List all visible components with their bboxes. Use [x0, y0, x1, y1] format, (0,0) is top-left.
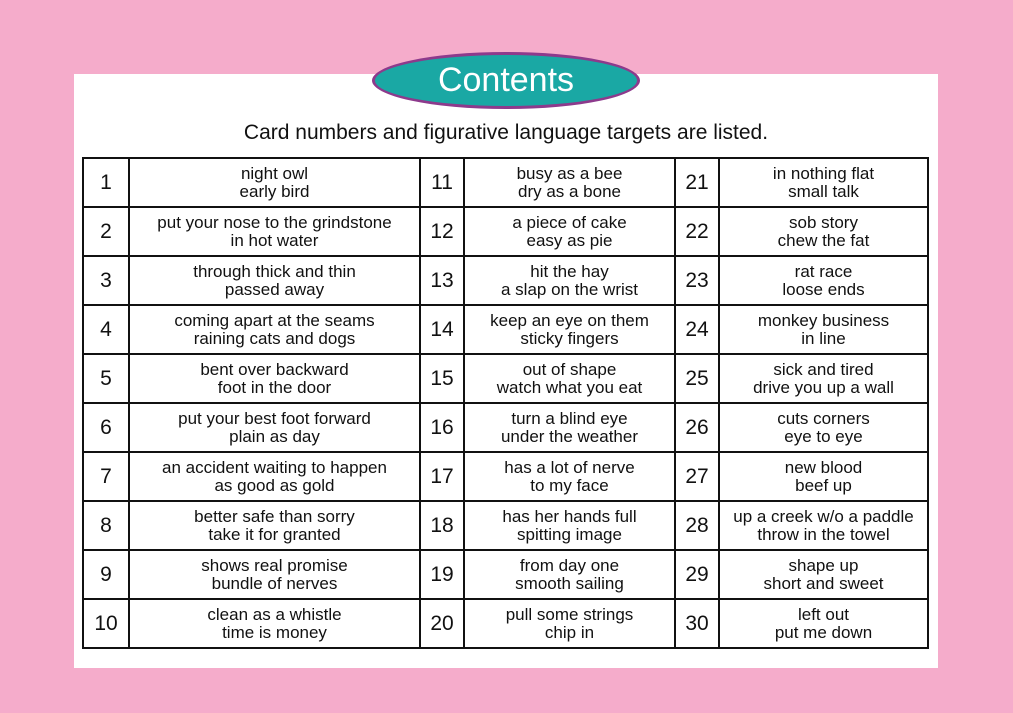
figurative-targets — [465, 306, 674, 353]
figurative-targets — [130, 600, 419, 647]
card-number: 6 — [84, 404, 128, 451]
target-phrase-1: shows real promise — [201, 555, 348, 575]
card-number: 11 — [421, 159, 463, 206]
figurative-targets — [130, 404, 419, 451]
card-number: 29 — [676, 551, 718, 598]
subtitle: Card numbers and figurative language targets are listed. — [243, 121, 769, 144]
card-number: 24 — [676, 306, 718, 353]
target-phrase-1: coming apart at the seams — [174, 310, 375, 330]
card-number: 12 — [421, 208, 463, 255]
target-phrase-1: pull some strings — [505, 604, 634, 624]
figurative-targets — [130, 159, 419, 206]
target-phrase-2: to my face — [530, 475, 609, 495]
target-phrase-2: a slap on the wrist — [500, 279, 638, 299]
card-number: 17 — [421, 453, 463, 500]
card-number: 22 — [676, 208, 718, 255]
figurative-targets — [465, 355, 674, 402]
figurative-targets — [465, 453, 674, 500]
figurative-targets — [465, 159, 674, 206]
target-phrase-2: in hot water — [230, 230, 319, 250]
figurative-targets — [720, 257, 927, 304]
target-phrase-2: sticky fingers — [520, 328, 619, 348]
figurative-targets — [465, 208, 674, 255]
card-number: 9 — [84, 551, 128, 598]
figurative-targets — [720, 453, 927, 500]
target-phrase-2: passed away — [224, 279, 325, 299]
target-phrase-2: put me down — [774, 622, 873, 642]
card-number: 28 — [676, 502, 718, 549]
contents-title-badge — [372, 52, 640, 109]
figurative-targets — [130, 355, 419, 402]
target-phrase-1: put your nose to the grindstone — [157, 212, 392, 232]
card-number: 3 — [84, 257, 128, 304]
target-phrase-2: beef up — [795, 475, 852, 495]
card-number: 18 — [421, 502, 463, 549]
card-number: 15 — [421, 355, 463, 402]
target-phrase-2: early bird — [239, 181, 310, 201]
target-phrase-2: raining cats and dogs — [193, 328, 356, 348]
target-phrase-2: foot in the door — [217, 377, 332, 397]
target-phrase-2: short and sweet — [763, 573, 884, 593]
target-phrase-1: monkey business — [757, 310, 890, 330]
card-number: 16 — [421, 404, 463, 451]
target-phrase-2: drive you up a wall — [753, 377, 894, 397]
card-number: 20 — [421, 600, 463, 647]
card-number: 23 — [676, 257, 718, 304]
card-number: 4 — [84, 306, 128, 353]
card-number: 19 — [421, 551, 463, 598]
card-number: 5 — [84, 355, 128, 402]
target-phrase-1: has a lot of nerve — [504, 457, 635, 477]
card-number: 25 — [676, 355, 718, 402]
target-phrase-1: sick and tired — [773, 359, 874, 379]
card-number: 7 — [84, 453, 128, 500]
target-phrase-2: chip in — [544, 622, 595, 642]
target-phrase-1: up a creek w/o a paddle — [733, 506, 914, 526]
target-phrase-1: an accident waiting to happen — [162, 457, 387, 477]
card-number: 13 — [421, 257, 463, 304]
target-phrase-1: hit the hay — [530, 261, 609, 281]
target-phrase-1: clean as a whistle — [207, 604, 342, 624]
figurative-targets — [720, 159, 927, 206]
target-phrase-1: left out — [797, 604, 850, 624]
card-number: 10 — [84, 600, 128, 647]
target-phrase-2: smooth sailing — [515, 573, 624, 593]
figurative-targets — [720, 502, 927, 549]
target-phrase-2: plain as day — [229, 426, 320, 446]
target-phrase-1: a piece of cake — [512, 212, 627, 232]
figurative-targets — [720, 404, 927, 451]
figurative-targets — [465, 257, 674, 304]
card-number: 26 — [676, 404, 718, 451]
target-phrase-1: busy as a bee — [516, 163, 623, 183]
target-phrase-1: bent over backward — [200, 359, 349, 379]
figurative-targets — [720, 600, 927, 647]
target-phrase-2: small talk — [788, 181, 859, 201]
target-phrase-1: new blood — [784, 457, 863, 477]
figurative-targets — [465, 551, 674, 598]
figurative-targets — [720, 306, 927, 353]
figurative-targets — [130, 551, 419, 598]
figurative-targets — [720, 208, 927, 255]
card-number: 21 — [676, 159, 718, 206]
card-number: 1 — [84, 159, 128, 206]
target-phrase-2: take it for granted — [208, 524, 341, 544]
figurative-targets — [130, 453, 419, 500]
target-phrase-2: watch what you eat — [496, 377, 643, 397]
figurative-targets — [130, 306, 419, 353]
card-number: 14 — [421, 306, 463, 353]
figurative-targets — [130, 257, 419, 304]
target-phrase-2: loose ends — [782, 279, 865, 299]
figurative-targets — [465, 600, 674, 647]
target-phrase-2: bundle of nerves — [211, 573, 338, 593]
target-phrase-1: has her hands full — [502, 506, 637, 526]
target-phrase-1: keep an eye on them — [490, 310, 649, 330]
card-number: 30 — [676, 600, 718, 647]
contents-table — [82, 157, 929, 649]
target-phrase-1: shape up — [788, 555, 859, 575]
page-title: Contents — [437, 61, 575, 99]
figurative-targets — [720, 551, 927, 598]
target-phrase-1: turn a blind eye — [511, 408, 628, 428]
target-phrase-1: sob story — [789, 212, 858, 232]
target-phrase-2: under the weather — [500, 426, 639, 446]
target-phrase-1: put your best foot forward — [178, 408, 371, 428]
target-phrase-2: throw in the towel — [757, 524, 890, 544]
figurative-targets — [130, 208, 419, 255]
card-number: 8 — [84, 502, 128, 549]
target-phrase-1: cuts corners — [777, 408, 870, 428]
figurative-targets — [720, 355, 927, 402]
target-phrase-2: easy as pie — [526, 230, 613, 250]
target-phrase-2: dry as a bone — [517, 181, 621, 201]
target-phrase-2: spitting image — [517, 524, 622, 544]
card-number: 27 — [676, 453, 718, 500]
target-phrase-1: better safe than sorry — [194, 506, 355, 526]
target-phrase-2: chew the fat — [777, 230, 870, 250]
target-phrase-1: night owl — [240, 163, 309, 183]
target-phrase-1: out of shape — [522, 359, 617, 379]
target-phrase-2: as good as gold — [214, 475, 335, 495]
target-phrase-2: in line — [801, 328, 846, 348]
figurative-targets — [465, 404, 674, 451]
target-phrase-2: time is money — [222, 622, 327, 642]
target-phrase-1: through thick and thin — [193, 261, 356, 281]
target-phrase-1: rat race — [794, 261, 853, 281]
figurative-targets — [130, 502, 419, 549]
target-phrase-1: in nothing flat — [772, 163, 875, 183]
target-phrase-2: eye to eye — [784, 426, 863, 446]
card-number: 2 — [84, 208, 128, 255]
figurative-targets — [465, 502, 674, 549]
target-phrase-1: from day one — [519, 555, 620, 575]
